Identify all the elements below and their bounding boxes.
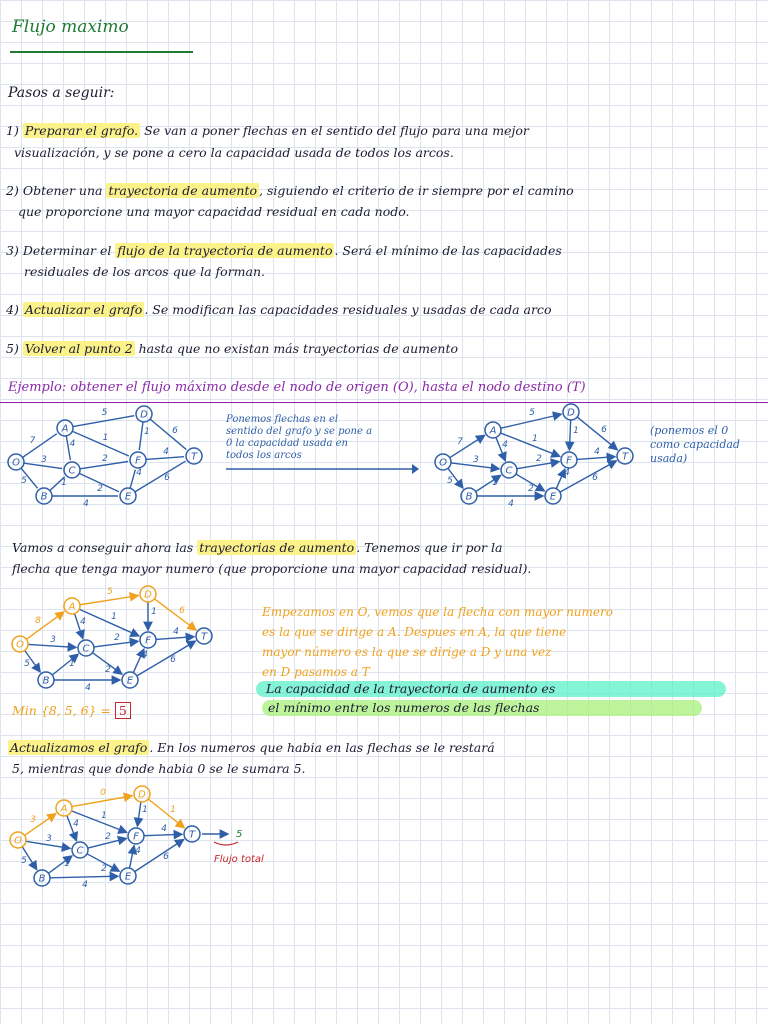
edge-label: 5 <box>529 408 535 418</box>
middle-note-line: 0 la capacidad usada en <box>226 438 348 449</box>
graph-edge <box>154 599 196 630</box>
edge-label: 1 <box>142 805 148 815</box>
edge-label: 2 <box>97 484 103 494</box>
step-5-num: 5) <box>6 341 19 356</box>
edge-label: 5 <box>21 476 27 486</box>
graph-edge <box>137 802 140 826</box>
node-label: C <box>68 465 76 477</box>
step-4 <box>6 303 551 317</box>
node-label: D <box>567 407 575 419</box>
edge-label: 4 <box>83 499 89 509</box>
edge-label: 1 <box>101 811 107 821</box>
edge-label: 5 <box>24 659 30 669</box>
edge-label: 6 <box>601 425 607 435</box>
node-label: D <box>140 409 148 421</box>
node-label: O <box>439 457 447 469</box>
min-result: 5 <box>115 702 131 719</box>
orange-note-line: Empezamos en O, vemos que la flecha con mayor numero <box>262 605 613 619</box>
orange-note <box>262 602 613 682</box>
edge-label: 4 <box>142 650 148 660</box>
graph-edge <box>130 846 134 868</box>
flow-total-brace <box>214 842 238 845</box>
capacity-note-1: La capacidad de la trayectoria de aumento es <box>266 681 556 696</box>
graph-edge <box>71 811 126 832</box>
augment-pre: Vamos a conseguir ahora las <box>12 540 194 555</box>
augment-highlight: trayectorias de aumento <box>199 540 355 555</box>
edge-label: 6 <box>164 473 170 483</box>
step-4-text: . Se modifican las capacidades residuales y usadas de cada arco <box>144 302 552 317</box>
orange-note-line: en D pasamos a T <box>262 665 370 679</box>
edge-label: 4 <box>594 447 600 457</box>
step-3-num: 3) <box>6 243 19 258</box>
node-label: D <box>144 589 152 601</box>
edge-label: 2 <box>101 864 107 874</box>
node-label: C <box>82 643 90 655</box>
edge-label: 6 <box>179 606 185 616</box>
edge-label: 4 <box>80 617 86 627</box>
graph-edge <box>500 433 559 456</box>
edge-label: 2 <box>528 484 534 494</box>
edge-label: 1 <box>69 659 75 669</box>
edge-label: 4 <box>135 846 141 856</box>
edge-label: 6 <box>592 473 598 483</box>
title-underline <box>10 51 193 53</box>
step-3-cont: residuales de los arcos que la forman. <box>24 264 266 279</box>
edge-label: 1 <box>102 433 109 443</box>
edge-label: 2 <box>536 454 542 464</box>
middle-note-line: Ponemos flechas en el <box>226 414 339 425</box>
node-label: B <box>42 675 50 687</box>
min-expression <box>12 704 131 718</box>
node-label: C <box>76 845 84 857</box>
node-label: O <box>14 835 22 847</box>
side-note-line: usada) <box>650 452 688 465</box>
node-label: O <box>16 639 24 651</box>
steps-heading: Pasos a seguir: <box>8 85 115 101</box>
edge-label: 3 <box>46 834 52 844</box>
step-1-num: 1) <box>6 123 19 138</box>
graph-edge <box>577 417 617 450</box>
edge-label: 1 <box>532 434 538 444</box>
edge-label: 1 <box>492 478 498 488</box>
augment-text-cont: flecha que tenga mayor numero (que proporcione una mayor capacidad residual). <box>12 561 532 576</box>
page-title: Flujo maximo <box>12 17 129 37</box>
graph-edge <box>135 839 184 871</box>
edge-label: 2 <box>102 454 108 464</box>
augment-text <box>12 541 502 555</box>
step-3 <box>6 244 562 258</box>
step-3-text: . Será el mínimo de las capacidades <box>334 243 562 258</box>
node-label: A <box>60 803 68 815</box>
graph-edge <box>569 420 570 450</box>
graph-edge <box>450 435 485 457</box>
step-4-num: 4) <box>6 302 19 317</box>
side-note-line: como capacidad <box>650 438 740 451</box>
transform-arrow <box>224 462 420 476</box>
graph-edge <box>69 431 129 456</box>
edge-label: 8 <box>35 616 41 626</box>
edge-label: 4 <box>161 824 167 834</box>
graph-edge <box>146 457 184 460</box>
node-label: E <box>549 491 557 503</box>
edge-label: 6 <box>172 426 178 436</box>
edge-label: 5 <box>101 408 108 418</box>
edge-label: 1 <box>111 612 117 622</box>
graph-edge <box>50 876 118 878</box>
edge-label: 0 <box>100 788 106 798</box>
edge-label: 3 <box>30 815 36 825</box>
edge-label: 3 <box>41 455 47 465</box>
edge-label: 3 <box>50 635 56 645</box>
edge-label: 2 <box>105 832 111 842</box>
node-label: T <box>190 451 198 463</box>
node-label: O <box>12 457 20 469</box>
update-text <box>8 741 495 755</box>
step-1-highlight: Preparar el grafo. <box>24 123 139 138</box>
graph-edge <box>130 470 135 489</box>
edge-label: 4 <box>69 439 76 449</box>
graph-augmenting-path <box>0 584 240 694</box>
graph-edge <box>150 419 186 449</box>
step-2-num: 2) <box>6 183 19 198</box>
node-label: A <box>68 601 76 613</box>
middle-note-line: sentido del grafo y se pone a <box>226 426 373 437</box>
edge-label: 5 <box>447 476 453 486</box>
node-label: B <box>38 873 46 885</box>
node-label: F <box>145 635 151 647</box>
edge-label: 5 <box>21 856 27 866</box>
step-1-text: Se van a poner flechas en el sentido del flujo para una mejor <box>144 123 529 138</box>
edge-label: 5 <box>107 587 113 597</box>
node-label: F <box>133 831 139 843</box>
edge-label: 2 <box>105 665 111 675</box>
step-5 <box>6 342 458 356</box>
node-label: A <box>61 423 69 435</box>
update-text-cont: 5, mientras que donde habia 0 se le sumara 5. <box>12 761 306 776</box>
example-statement: Ejemplo: obtener el flujo máximo desde el nodo de origen (O), hasta el nodo destino (T) <box>8 380 586 395</box>
edge-label: 1 <box>64 859 70 869</box>
orange-note-line: es la que se dirige a A. Despues en A, la que tiene <box>262 625 567 639</box>
step-5-highlight: Volver al punto 2 <box>24 341 133 356</box>
edge-label: 4 <box>163 447 169 457</box>
edge-label: 4 <box>173 627 179 637</box>
update-post: . En los numeros que habia en las flechas se le restará <box>149 740 495 755</box>
step-2 <box>6 184 574 198</box>
edge-label: 2 <box>114 633 120 643</box>
graph-edge <box>23 434 57 458</box>
edge-label: 6 <box>170 655 176 665</box>
node-label: E <box>124 871 132 883</box>
graph-edge <box>577 457 615 460</box>
step-4-highlight: Actualizar el grafo <box>24 302 143 317</box>
edge-label: 4 <box>82 880 88 890</box>
graph-edge <box>79 609 139 636</box>
edge-label: 4 <box>508 499 514 509</box>
node-label: E <box>126 675 134 687</box>
step-2-highlight: trayectoria de aumento <box>108 183 258 198</box>
step-5-text: hasta que no existan más trayectorias de aumento <box>138 341 459 356</box>
edge-label: 7 <box>457 437 463 447</box>
step-2-text: , siguiendo el criterio de ir siempre por el camino <box>259 183 574 198</box>
step-1 <box>6 124 529 138</box>
graph-edge <box>26 612 63 639</box>
node-label: B <box>40 491 48 503</box>
node-label: F <box>135 455 141 467</box>
augment-post: . Tenemos que ir por la <box>356 540 503 555</box>
update-highlight: Actualizamos el grafo <box>10 740 148 755</box>
orange-note-line: mayor número es la que se dirige a D y una vez <box>262 645 552 659</box>
node-label: F <box>566 455 572 467</box>
node-label: D <box>138 789 146 801</box>
edge-label: 4 <box>73 819 79 829</box>
edge-label: 4 <box>564 468 570 478</box>
edge-label: 7 <box>29 436 36 446</box>
graph-edge <box>156 637 194 640</box>
graph-zero-used <box>425 400 655 520</box>
edge-label: 4 <box>502 440 508 450</box>
flow-total-label: Flujo total <box>214 854 264 865</box>
node-label: T <box>200 631 208 643</box>
edge-label: 4 <box>136 468 142 478</box>
node-label: B <box>465 491 473 503</box>
side-note <box>650 424 740 466</box>
graph-updated <box>0 784 280 894</box>
step-1-cont: visualización, y se pone a cero la capacidad usada de todos los arcos. <box>14 145 454 160</box>
step-2-pre: Obtener una <box>22 183 103 198</box>
edge-label: 1 <box>61 478 67 488</box>
edge-label: 6 <box>163 852 169 862</box>
node-label: C <box>505 465 513 477</box>
node-label: E <box>124 491 132 503</box>
node-label: T <box>188 829 196 841</box>
edge-label: 1 <box>151 607 157 617</box>
edge-label: 4 <box>85 683 91 693</box>
flow-total-value: 5 <box>236 829 243 840</box>
step-3-highlight: flujo de la trayectoria de aumento <box>117 243 333 258</box>
edge-label: 1 <box>573 426 579 436</box>
graph-edge <box>139 422 143 450</box>
edge-label: 1 <box>144 427 150 437</box>
step-3-pre: Determinar el <box>22 243 112 258</box>
middle-note <box>226 414 372 462</box>
node-label: T <box>621 451 629 463</box>
middle-note-line: todos los arcos <box>226 450 302 461</box>
capacity-note-2: el mínimo entre los numeros de las flechas <box>268 700 540 715</box>
edge-label: 1 <box>170 805 176 815</box>
node-label: A <box>489 425 497 437</box>
graph-initial <box>0 400 230 520</box>
side-note-line: (ponemos el 0 <box>650 424 729 437</box>
min-expression-text: Min {8, 5, 6} = <box>12 703 111 718</box>
edge-label: 3 <box>473 455 479 465</box>
step-2-cont: que proporcione una mayor capacidad residual en cada nodo. <box>18 204 410 219</box>
graph-edge <box>144 834 182 835</box>
